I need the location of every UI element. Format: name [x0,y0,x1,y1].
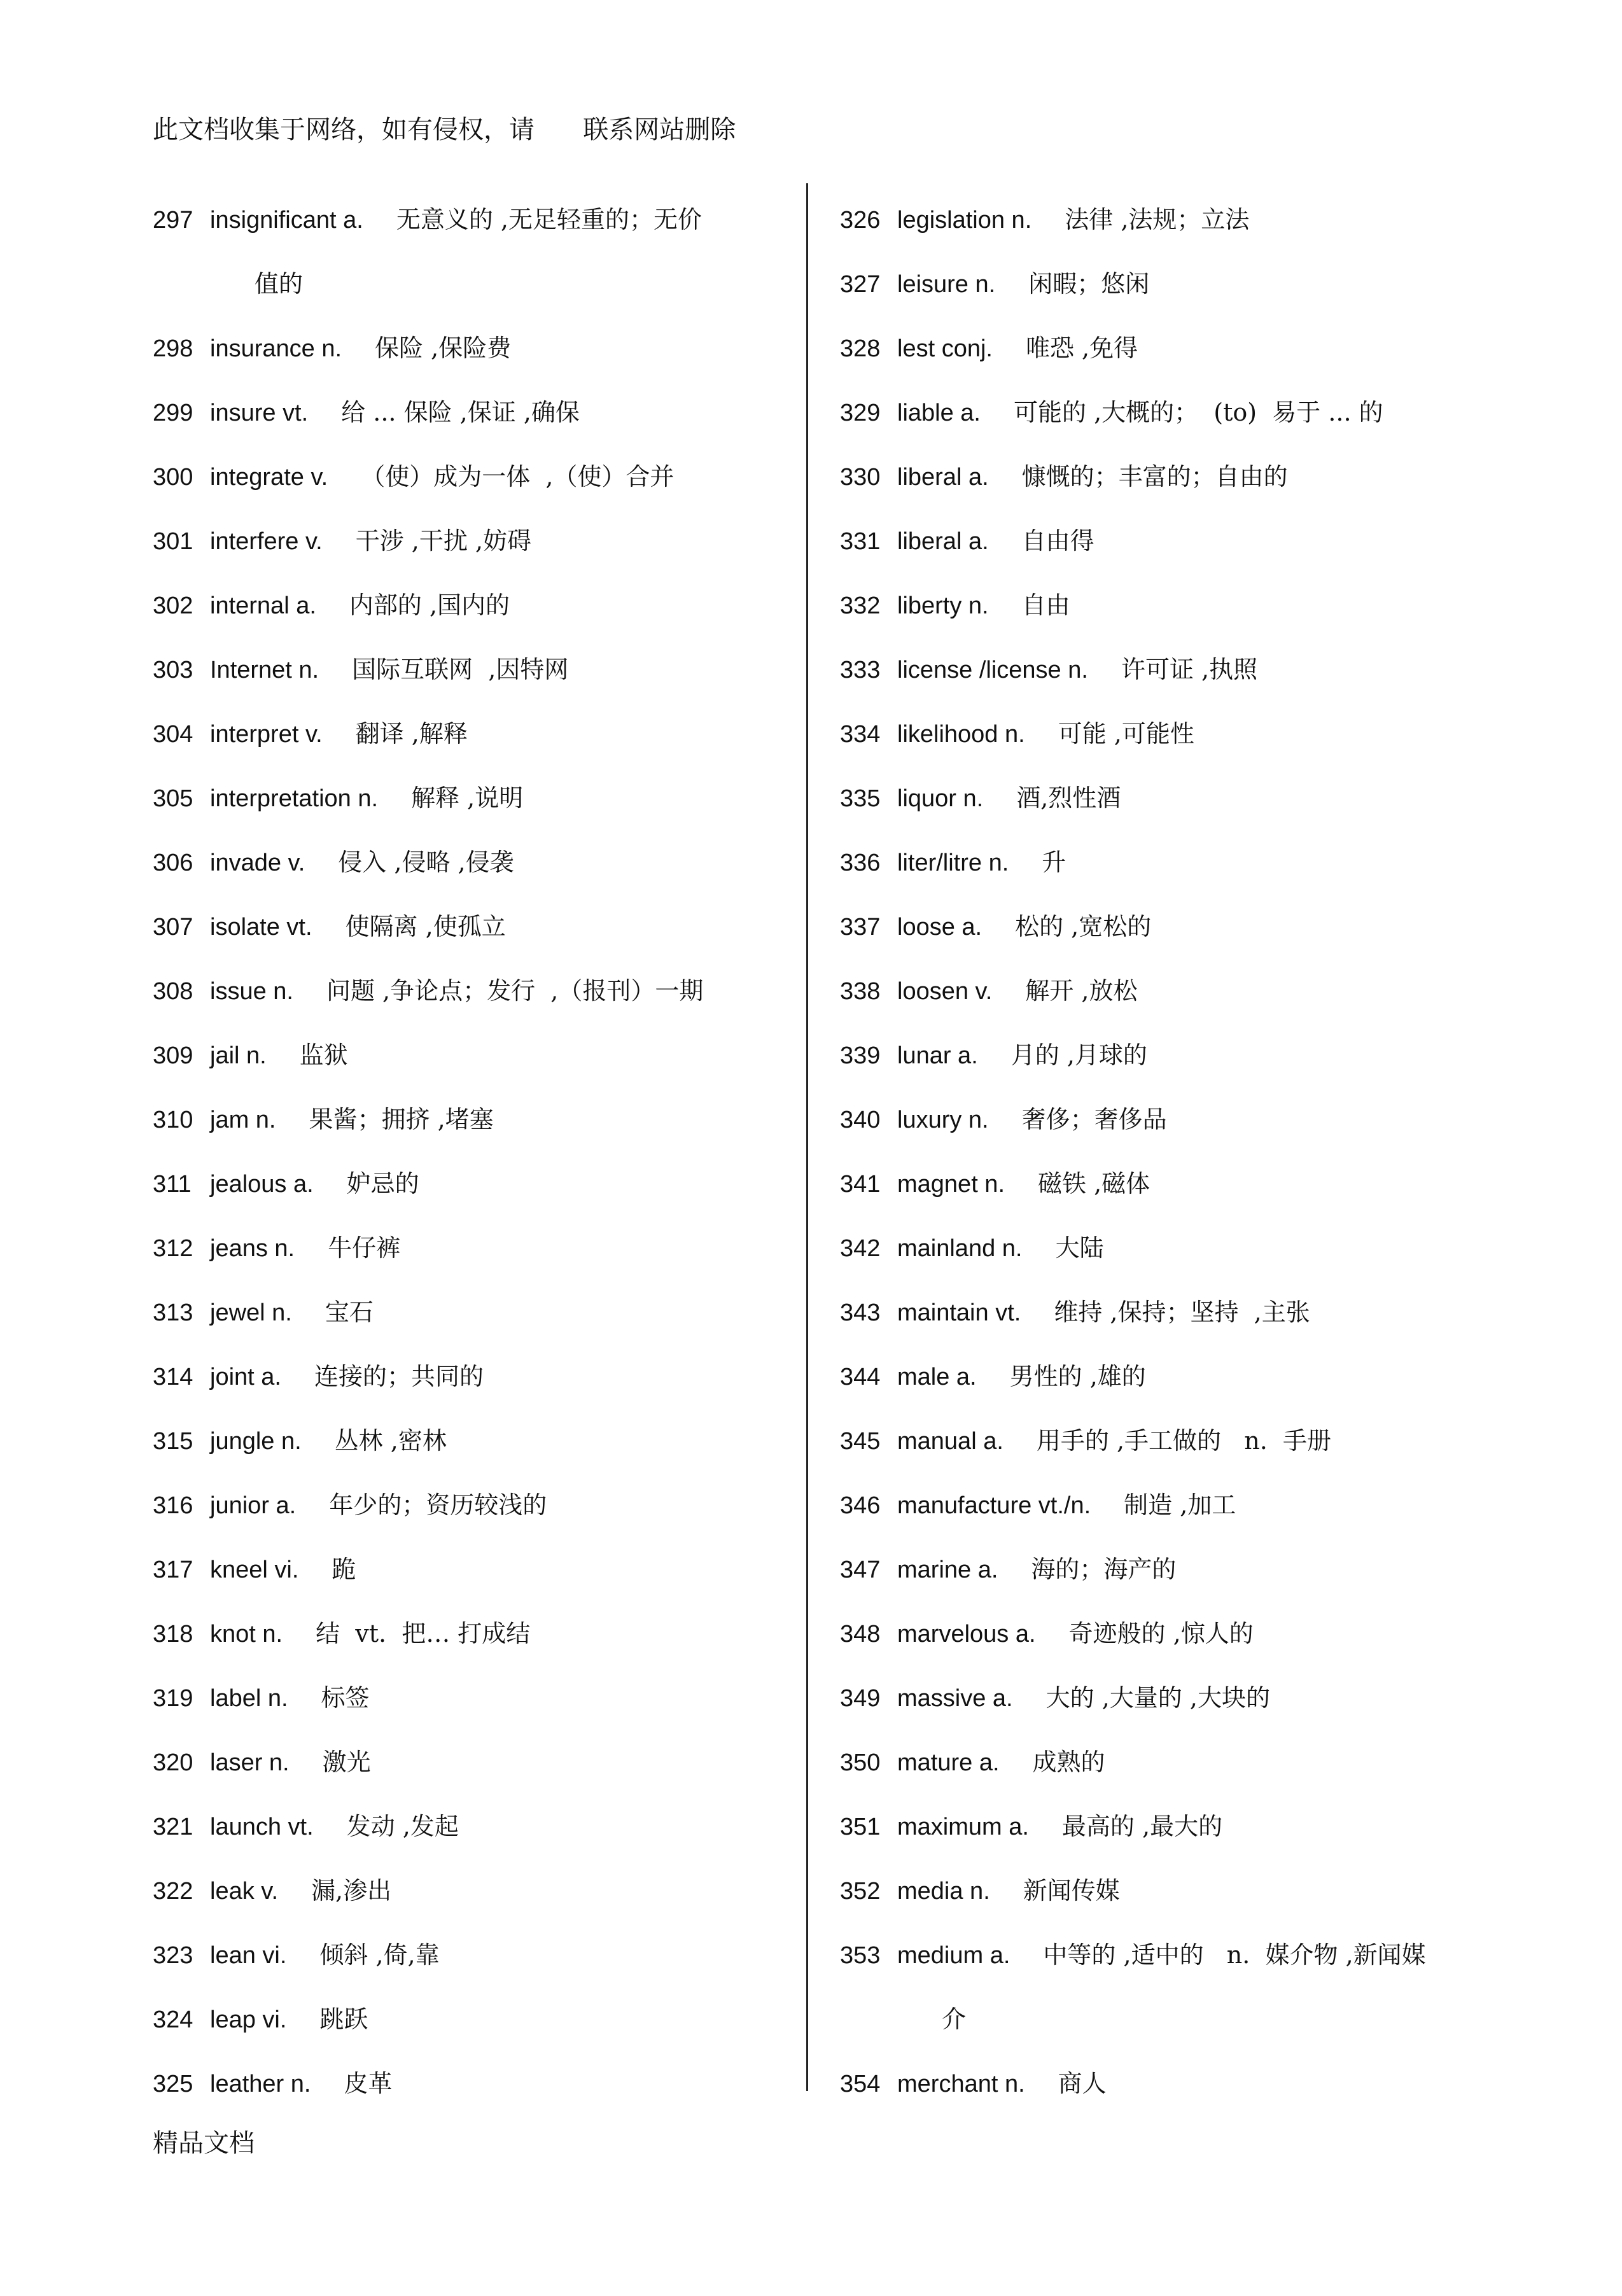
entry-number: 335 [840,785,881,812]
vocab-entry [840,959,1476,1023]
entry-number: 299 [153,400,193,426]
vocab-entry [153,766,789,830]
entry-definition: 成熟的 [1032,1748,1105,1776]
entry-definition: 发动 ,发起 [346,1812,459,1840]
entry-definition: 无意义的 ,无足轻重的；无价 [396,206,702,234]
entry-definition: 标签 [321,1684,370,1712]
entry-word: manual a. [897,1428,1003,1455]
entry-definition: 男性的 ,雄的 [1009,1362,1146,1390]
entry-word: massive a. [897,1685,1013,1712]
vocab-entry [153,509,789,573]
entry-definition: 漏,渗出 [311,1877,392,1905]
entry-number: 336 [840,850,881,876]
entry-number: 312 [153,1235,193,1262]
entry-definition: 干涉 ,干扰 ,妨碍 [355,527,532,555]
vocab-entry [153,1859,789,1923]
entry-word: legislation n. [897,207,1032,234]
entry-definition: 牛仔裤 [328,1234,401,1262]
vocab-entry [840,1152,1476,1216]
vocab-entry [153,573,789,638]
entry-definition: 海的；海产的 [1031,1555,1177,1583]
entry-definition: 问题 ,争论点；发行 ,（报刊）一期 [326,977,704,1005]
vocab-entry [840,1666,1476,1730]
entry-definition: 宝石 [325,1298,374,1326]
entry-definition: 侵入 ,侵略 ,侵袭 [338,848,514,876]
entry-word: insure vt. [210,400,309,426]
entry-word: media n. [897,1878,990,1905]
entry-definition: 翻译 ,解释 [355,720,468,748]
entry-definition: 维持 ,保持；坚持 ,主张 [1054,1298,1310,1326]
entry-number: 339 [840,1042,881,1069]
entry-number: 338 [840,978,881,1005]
entry-definition: 国际互联网 ,因特网 [352,655,569,683]
entry-word: interpretation n. [210,785,379,812]
vocab-entry [840,1473,1476,1537]
vocab-entry [153,638,789,702]
vocab-entry [840,573,1476,638]
entry-definition: 连接的；共同的 [314,1362,484,1390]
entry-number: 320 [153,1749,193,1776]
page-footer: 精品文档 [153,2129,255,2158]
entry-definition: 自由得 [1021,527,1094,555]
entry-word: jail n. [210,1042,267,1069]
entry-word: issue n. [210,978,293,1005]
entry-definition: 用手的 ,手工做的 n. 手册 [1036,1427,1331,1455]
entry-word: joint a. [210,1364,281,1390]
vocab-entry [153,1023,789,1088]
vocab-entry [153,1666,789,1730]
entry-word: liberty n. [897,592,989,619]
entry-definition: 中等的 ,适中的 n. 媒介物 ,新闻媒 [1043,1941,1426,1969]
entry-word: leap vi. [210,2006,287,2033]
entry-definition: 结 vt. 把… 打成结 [316,1620,531,1648]
vocab-entry [840,1280,1476,1345]
entry-word: medium a. [897,1942,1010,1969]
entry-word: kneel vi. [210,1557,299,1583]
entry-definition: 新闻传媒 [1023,1877,1120,1905]
entry-definition: 皮革 [344,2069,393,2097]
entry-definition: 内部的 ,国内的 [349,591,510,619]
entry-number: 317 [153,1557,193,1583]
entry-number: 297 [153,207,193,234]
entry-definition: 最高的 ,最大的 [1061,1812,1223,1840]
entry-word: insignificant a. [210,207,363,234]
entry-word: launch vt. [210,1814,314,1840]
vocab-entry [153,1216,789,1280]
entry-number: 326 [840,207,881,234]
entry-word: loose a. [897,914,982,941]
entry-word: lunar a. [897,1042,978,1069]
entry-definition: 倾斜 ,倚,靠 [319,1941,440,1969]
vocab-entry [840,638,1476,702]
entry-number: 353 [840,1942,881,1969]
entry-word: loosen v. [897,978,993,1005]
entry-number: 300 [153,464,193,491]
entry-number: 330 [840,464,881,491]
entry-definition: 妒忌的 [346,1170,419,1198]
entry-word: liberal a. [897,464,989,491]
entry-word: mainland n. [897,1235,1023,1262]
vocab-entry [840,1345,1476,1409]
entry-number: 325 [153,2071,193,2097]
entry-word: manufacture vt./n. [897,1492,1091,1519]
entry-number: 350 [840,1749,881,1776]
entry-word: liquor n. [897,785,984,812]
entry-number: 332 [840,592,881,619]
entry-definition: 使隔离 ,使孤立 [345,913,506,941]
vocab-entry [840,1023,1476,1088]
entry-definition: 酒,烈性酒 [1016,784,1121,812]
entry-definition: 给 ... 保险 ,保证 ,确保 [341,398,580,426]
entry-word: jewel n. [210,1299,292,1326]
entry-definition: 磁铁 ,磁体 [1038,1170,1150,1198]
entry-word: invade v. [210,850,305,876]
entry-number: 342 [840,1235,881,1262]
entry-definition: 月的 ,月球的 [1010,1041,1147,1069]
left-column [153,188,789,2116]
entry-word: maintain vt. [897,1299,1021,1326]
entry-definition: 许可证 ,执照 [1121,655,1258,683]
entry-number: 349 [840,1685,881,1712]
entry-number: 309 [153,1042,193,1069]
entry-definition: 升 [1042,848,1066,876]
entry-word: junior a. [210,1492,297,1519]
entry-number: 307 [153,914,193,941]
entry-definition: 奢侈；奢侈品 [1021,1105,1167,1133]
vocab-entry [153,1537,789,1602]
entry-word: isolate vt. [210,914,312,941]
entry-definition: 解释 ,说明 [411,784,524,812]
vocab-entry [840,1088,1476,1152]
entry-word: mature a. [897,1749,1000,1776]
vocab-entry [840,766,1476,830]
entry-number: 334 [840,721,881,748]
entry-number: 354 [840,2071,881,2097]
vocab-entry [840,316,1476,381]
vocab-entry [153,316,789,381]
entry-definition: 自由 [1021,591,1070,619]
entry-word: knot n. [210,1621,283,1648]
entry-definition: 制造 ,加工 [1124,1491,1236,1519]
entry-number: 318 [153,1621,193,1648]
vocab-entry [840,830,1476,895]
entry-number: 306 [153,850,193,876]
entry-definition: 闲暇；悠闲 [1028,270,1150,298]
vocab-entry [153,1602,789,1666]
entry-definition: 跪 [332,1555,356,1583]
entry-definition: 年少的；资历较浅的 [329,1491,547,1519]
entry-word: jungle n. [210,1428,302,1455]
entry-word: license /license n. [897,657,1088,683]
entry-number: 328 [840,335,881,362]
entry-word: integrate v. [210,464,328,491]
vocab-entry [840,509,1476,573]
vocab-entry [840,1409,1476,1473]
entry-number: 315 [153,1428,193,1455]
entry-word: lean vi. [210,1942,287,1969]
vocab-entry [153,188,789,316]
right-column [840,188,1476,2116]
vocab-entry [153,1409,789,1473]
vocab-entry [153,895,789,959]
vocab-entry [153,1088,789,1152]
entry-word: likelihood n. [897,721,1025,748]
vocab-entry [840,1923,1476,2052]
entry-word: leather n. [210,2071,311,2097]
entry-number: 313 [153,1299,193,1326]
vocab-entry [840,252,1476,316]
entry-definition: 奇迹般的 ,惊人的 [1068,1620,1254,1648]
column-divider [806,183,808,2091]
entry-definition: 保险 ,保险费 [375,334,512,362]
entry-definition-continued: 介 [942,2005,967,2033]
entry-number: 343 [840,1299,881,1326]
entry-number: 333 [840,657,881,683]
entry-definition: 松的 ,宽松的 [1015,913,1152,941]
entry-number: 308 [153,978,193,1005]
entry-definition: 激光 [322,1748,371,1776]
entry-number: 298 [153,335,193,362]
vocab-entry [840,188,1476,252]
entry-number: 345 [840,1428,881,1455]
entry-number: 304 [153,721,193,748]
entry-word: laser n. [210,1749,290,1776]
entry-definition: 可能的 ,大概的； (to) 易于 ... 的 [1013,398,1383,426]
entry-word: Internet n. [210,657,319,683]
entry-number: 324 [153,2006,193,2033]
entry-number: 305 [153,785,193,812]
entry-word: label n. [210,1685,288,1712]
entry-number: 347 [840,1557,881,1583]
entry-word: magnet n. [897,1171,1005,1198]
vocab-entry [153,1280,789,1345]
entry-definition: （使）成为一体 ,（使）合并 [361,463,675,491]
entry-number: 301 [153,528,193,555]
entry-definition: 解开 ,放松 [1025,977,1138,1005]
entry-number: 302 [153,592,193,619]
vocab-entry [153,1730,789,1795]
entry-word: leak v. [210,1878,279,1905]
entry-word: jeans n. [210,1235,295,1262]
entry-number: 344 [840,1364,881,1390]
entry-number: 322 [153,1878,193,1905]
entry-number: 319 [153,1685,193,1712]
entry-number: 323 [153,1942,193,1969]
entry-word: insurance n. [210,335,342,362]
entry-definition: 可能 ,可能性 [1058,720,1194,748]
entry-number: 348 [840,1621,881,1648]
entry-word: liable a. [897,400,981,426]
entry-definition: 果酱；拥挤 ,堵塞 [309,1105,494,1133]
entry-number: 316 [153,1492,193,1519]
vocab-entry [153,1473,789,1537]
entry-word: luxury n. [897,1107,989,1133]
vocab-entry [153,702,789,766]
entry-number: 321 [153,1814,193,1840]
entry-word: jealous a. [210,1171,314,1198]
entry-definition: 监狱 [299,1041,348,1069]
entry-number: 346 [840,1492,881,1519]
entry-word: marine a. [897,1557,998,1583]
entry-number: 314 [153,1364,193,1390]
vocab-entry [840,895,1476,959]
entry-word: marvelous a. [897,1621,1036,1648]
vocab-entry [153,1795,789,1859]
vocab-entry [153,830,789,895]
vocab-entry [840,1602,1476,1666]
entry-definition: 法律 ,法规；立法 [1065,206,1250,234]
entry-word: interpret v. [210,721,323,748]
entry-word: leisure n. [897,271,996,298]
entry-definition: 唯恐 ,免得 [1025,334,1138,362]
entry-number: 352 [840,1878,881,1905]
vocab-entry [153,1345,789,1409]
page-header: 此文档收集于网络，如有侵权，请 联系网站删除 [153,115,736,144]
vocab-entry [840,1859,1476,1923]
entry-number: 331 [840,528,881,555]
entry-word: maximum a. [897,1814,1029,1840]
vocab-entry [153,381,789,445]
entry-number: 340 [840,1107,881,1133]
entry-definition: 丛林 ,密林 [334,1427,447,1455]
entry-definition: 跳跃 [319,2005,368,2033]
vocab-entry [840,1216,1476,1280]
entry-definition: 大陆 [1055,1234,1104,1262]
entry-number: 351 [840,1814,881,1840]
entry-word: jam n. [210,1107,276,1133]
entry-number: 329 [840,400,881,426]
entry-word: lest conj. [897,335,993,362]
vocab-entry [840,445,1476,509]
entry-definition: 商人 [1058,2069,1107,2097]
vocab-entry [840,1730,1476,1795]
vocab-entry [840,2052,1476,2116]
entry-number: 341 [840,1171,881,1198]
entry-word: liter/litre n. [897,850,1009,876]
vocab-entry [153,2052,789,2116]
entry-word: merchant n. [897,2071,1025,2097]
vocab-entry [840,381,1476,445]
entry-definition-continued: 值的 [255,270,304,298]
vocab-entry [840,1795,1476,1859]
vocab-entry [153,959,789,1023]
entry-number: 327 [840,271,881,298]
vocab-entry [840,1537,1476,1602]
entry-word: male a. [897,1364,977,1390]
entry-number: 303 [153,657,193,683]
vocab-entry [153,1152,789,1216]
vocab-entry [840,702,1476,766]
entry-number: 337 [840,914,881,941]
entry-definition: 慷慨的；丰富的；自由的 [1021,463,1288,491]
entry-word: internal a. [210,592,316,619]
vocab-entry [153,445,789,509]
entry-number: 310 [153,1107,193,1133]
entry-definition: 大的 ,大量的 ,大块的 [1045,1684,1270,1712]
vocab-entry [153,1987,789,2052]
vocab-entry [153,1923,789,1987]
entry-number: 311 [153,1171,192,1198]
entry-word: interfere v. [210,528,323,555]
entry-word: liberal a. [897,528,989,555]
